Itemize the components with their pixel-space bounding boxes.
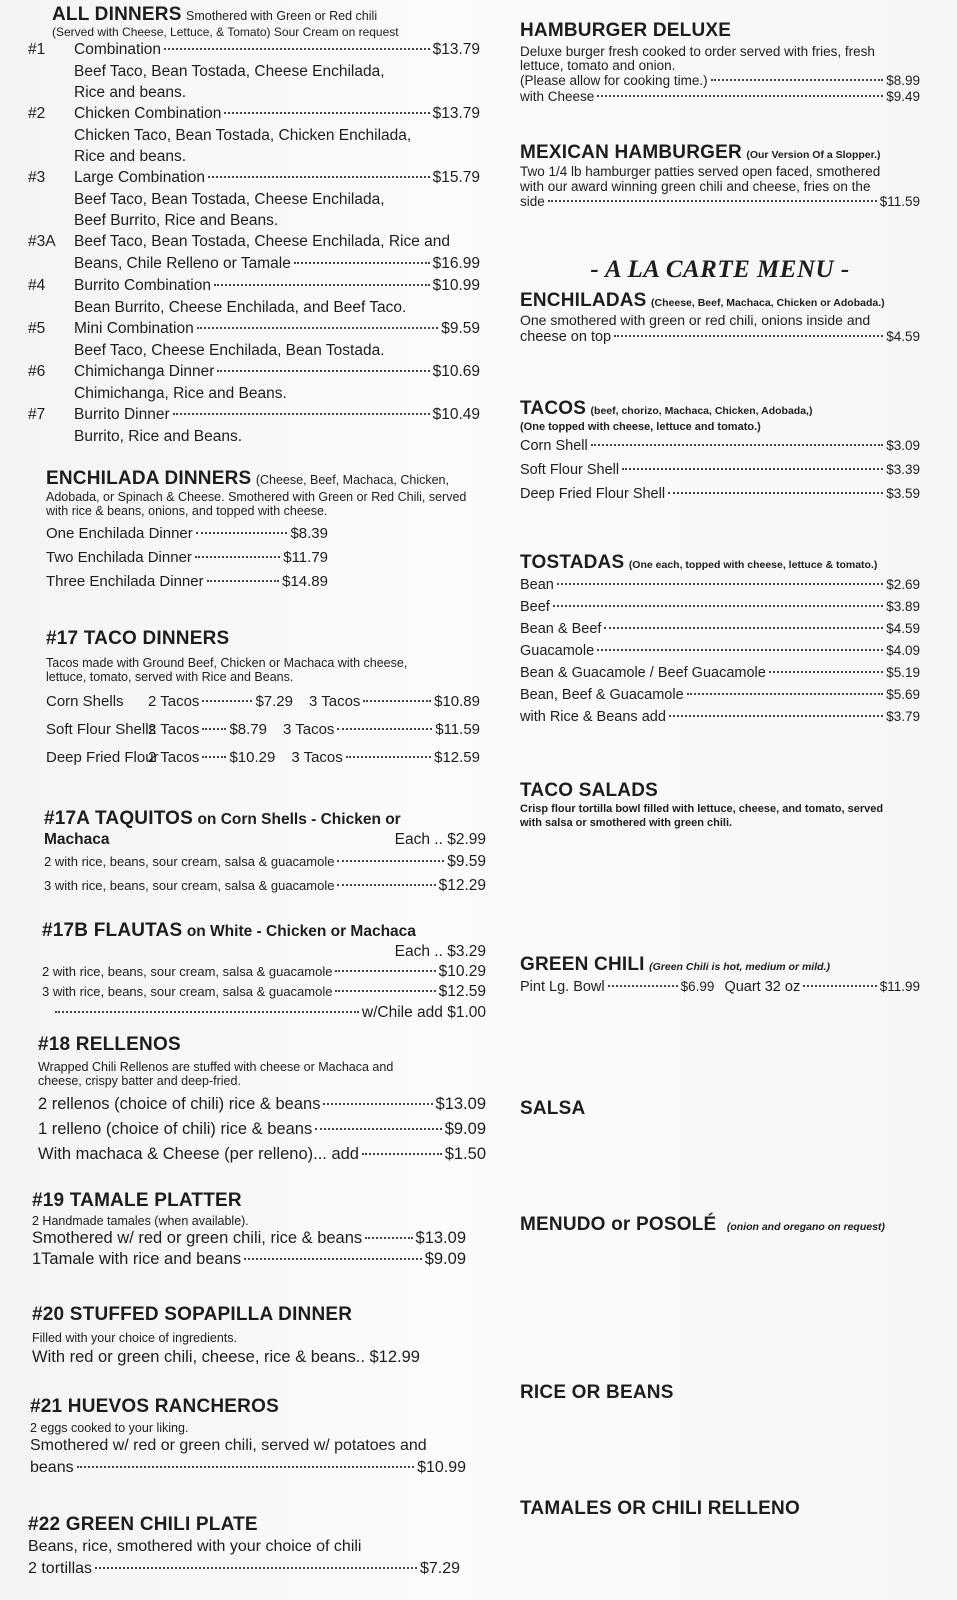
menu-item bbox=[520, 618, 920, 640]
menu-item-price: $8.39 bbox=[290, 525, 328, 542]
tostadas-title: TOSTADAS bbox=[520, 552, 625, 573]
leader-dots bbox=[346, 756, 431, 758]
taco-dinner-row bbox=[46, 688, 480, 716]
green-chili-quart-price: $11.99 bbox=[879, 979, 920, 994]
menu-item bbox=[520, 662, 920, 684]
dinner-price: $16.99 bbox=[432, 255, 480, 272]
flautas-title: #17B FLAUTAS bbox=[42, 920, 183, 941]
hamburger-deluxe-dots2 bbox=[597, 95, 883, 97]
menu-item bbox=[32, 1249, 466, 1270]
sopapilla-desc: Filled with your choice of ingredients. bbox=[32, 1331, 237, 1345]
huevos-price: $10.99 bbox=[417, 1459, 466, 1476]
tamales-title: TAMALES OR CHILI RELLENO bbox=[520, 1498, 800, 1519]
tamale-platter-section bbox=[32, 1190, 466, 1270]
enchiladas-dots bbox=[614, 335, 883, 337]
mexican-hamburger-price: $11.59 bbox=[879, 194, 920, 209]
enchiladas-title: ENCHILADAS bbox=[520, 290, 647, 311]
leader-dots bbox=[362, 1153, 442, 1155]
taco-dinners-desc2: lettuce, tomato, served with Rice and Beans. bbox=[46, 670, 294, 684]
taco-two-price: $10.29 bbox=[229, 749, 276, 766]
rellenos-desc1: Wrapped Chili Rellenos are stuffed with cheese or Machaca and bbox=[38, 1060, 394, 1074]
menu-item-name: 1Tamale with rice and beans bbox=[32, 1250, 242, 1268]
all-dinners-section bbox=[28, 4, 480, 447]
menu-item-price: $4.59 bbox=[886, 621, 920, 636]
hamburger-deluxe-desc1: Deluxe burger fresh cooked to order served with fries, fresh bbox=[520, 44, 875, 59]
taco-shell-name: Soft Flour Shells bbox=[46, 721, 157, 738]
hamburger-deluxe-desc2: lettuce, tomato and onion. bbox=[520, 58, 676, 73]
huevos-name: beans bbox=[30, 1459, 74, 1476]
hamburger-deluxe-title: HAMBURGER DELUXE bbox=[520, 20, 732, 41]
taco-two-label: 2 Tacos bbox=[148, 693, 200, 710]
leader-dots bbox=[553, 605, 883, 607]
menudo-section bbox=[520, 1214, 920, 1236]
dinner-name: Burrito Combination bbox=[74, 277, 211, 294]
leader-dots bbox=[668, 492, 883, 494]
menu-item-name: Bean bbox=[520, 577, 554, 593]
taquitos-section bbox=[44, 808, 486, 898]
dinner-desc: Beef Taco, Cheese Enchilada, Bean Tostada. bbox=[74, 342, 385, 359]
green-chili-quart: Quart 32 oz bbox=[724, 979, 801, 995]
taquitos-title: #17A TAQUITOS bbox=[44, 808, 194, 829]
enchilada-dinners-title: ENCHILADA DINNERS bbox=[46, 468, 252, 489]
enchilada-dinners-desc2: with rice & beans, onions, and topped with cheese. bbox=[46, 504, 328, 518]
mexican-hamburger-note: (Our Version Of a Slopper.) bbox=[746, 149, 881, 161]
menu-item bbox=[44, 874, 486, 898]
menu-item-price: $12.59 bbox=[438, 983, 486, 1000]
sopapilla-item: With red or green chili, cheese, rice & beans.. $12.99 bbox=[32, 1348, 420, 1366]
menu-item bbox=[42, 962, 486, 982]
taco-three-label: 3 Tacos bbox=[291, 749, 343, 766]
taco-dinner-row bbox=[46, 744, 480, 772]
hamburger-deluxe-with-cheese: with Cheese bbox=[520, 89, 595, 104]
tacos-list bbox=[520, 434, 920, 506]
menu-item bbox=[520, 434, 920, 458]
menu-item-price: $10.29 bbox=[438, 963, 486, 980]
tamales-section bbox=[520, 1498, 920, 1520]
menu-item-price: $3.09 bbox=[886, 438, 920, 453]
dinner-item bbox=[28, 167, 480, 189]
leader-dots bbox=[224, 112, 429, 114]
menu-item-name: Bean & Beef bbox=[520, 621, 602, 637]
tamale-platter-list bbox=[32, 1228, 466, 1270]
green-chili-plate-price: $7.29 bbox=[419, 1560, 460, 1577]
menu-item bbox=[520, 640, 920, 662]
mexican-hamburger-section bbox=[520, 142, 920, 210]
dinner-name: Chicken Combination bbox=[74, 105, 222, 122]
menu-item-name: Beef bbox=[520, 599, 550, 615]
taco-salads-desc2: with salsa or smothered with green chili. bbox=[520, 817, 733, 829]
rice-beans-section bbox=[520, 1382, 920, 1408]
taco-dinner-row bbox=[46, 716, 480, 744]
dinner-item bbox=[28, 253, 480, 275]
dinner-name: Beef Taco, Bean Tostada, Cheese Enchilada, Rice and bbox=[74, 233, 450, 250]
salsa-section bbox=[520, 1098, 920, 1124]
menu-item bbox=[38, 1117, 486, 1142]
taquitos-subtitle: on Corn Shells - Chicken or bbox=[197, 811, 401, 828]
green-chili-pint-price: $6.99 bbox=[680, 979, 715, 994]
taco-three-price: $12.59 bbox=[434, 749, 480, 766]
menu-item-name: with Rice & Beans add bbox=[520, 709, 666, 725]
leader-dots bbox=[207, 580, 280, 582]
menu-item-name: Guacamole bbox=[520, 643, 595, 659]
menu-item-name: 3 with rice, beans, sour cream, salsa & guacamole bbox=[42, 984, 333, 999]
menu-item bbox=[46, 570, 328, 594]
leader-dots bbox=[769, 671, 883, 673]
taco-three-price: $11.59 bbox=[435, 721, 480, 738]
dinner-price: $10.69 bbox=[432, 363, 480, 380]
dinner-item bbox=[28, 103, 480, 125]
leader-dots bbox=[244, 1258, 422, 1260]
taco-two-price: $7.29 bbox=[255, 693, 293, 710]
menu-item-price: $13.09 bbox=[435, 1095, 486, 1113]
enchilada-dinners-section bbox=[46, 468, 480, 594]
dinner-name: Combination bbox=[74, 41, 162, 58]
dinner-item bbox=[28, 275, 480, 297]
rellenos-list bbox=[38, 1092, 486, 1167]
dinner-desc: Burrito, Rice and Beans. bbox=[74, 428, 243, 445]
hamburger-deluxe-dots1 bbox=[711, 79, 884, 81]
leader-dots bbox=[323, 1103, 432, 1105]
menu-item-price: $12.29 bbox=[438, 877, 486, 894]
mexican-hamburger-name: side bbox=[520, 194, 545, 209]
dinner-price: $10.49 bbox=[432, 406, 480, 423]
menu-item-name: Deep Fried Flour Shell bbox=[520, 486, 666, 502]
dinner-name: Burrito Dinner bbox=[74, 406, 170, 423]
huevos-line1: Smothered w/ red or green chili, served w/ potatoes and bbox=[30, 1437, 427, 1454]
huevos-dots bbox=[77, 1466, 414, 1468]
taco-dinners-list bbox=[46, 688, 480, 772]
dinner-name: Large Combination bbox=[74, 169, 205, 186]
taco-three-price: $10.89 bbox=[434, 693, 480, 710]
menu-item bbox=[520, 706, 920, 728]
taco-three-label: 3 Tacos bbox=[308, 693, 361, 710]
leader-dots bbox=[202, 728, 226, 730]
flautas-section bbox=[42, 920, 486, 1024]
flautas-each: Each .. $3.29 bbox=[394, 943, 486, 960]
leader-dots bbox=[217, 370, 429, 372]
enchilada-dinners-list bbox=[46, 522, 328, 594]
sopapilla-title: #20 STUFFED SOPAPILLA DINNER bbox=[32, 1304, 353, 1325]
menu-item-price: $2.69 bbox=[886, 577, 920, 592]
green-chili-quart-dots bbox=[803, 985, 877, 987]
taco-salads-desc1: Crisp flour tortilla bowl filled with lettuce, cheese, and tomato, served bbox=[520, 803, 884, 815]
leader-dots bbox=[335, 990, 435, 992]
taco-two-label: 2 Tacos bbox=[148, 721, 200, 738]
tostadas-list bbox=[520, 574, 920, 728]
menu-item-name: One Enchilada Dinner bbox=[46, 525, 193, 542]
leader-dots bbox=[591, 444, 884, 446]
tacos-note: (beef, chorizo, Machaca, Chicken, Adobada,) bbox=[590, 405, 813, 417]
hamburger-deluxe-price1: $8.99 bbox=[886, 73, 920, 88]
menu-item-price: $14.89 bbox=[282, 573, 328, 590]
menu-item-price: $3.39 bbox=[886, 462, 920, 477]
menu-item-price: $9.59 bbox=[447, 853, 486, 870]
menu-item bbox=[46, 546, 328, 570]
menu-item-name: With machaca & Cheese (per relleno)... add bbox=[38, 1145, 359, 1163]
tacos-title: TACOS bbox=[520, 398, 587, 419]
mexican-hamburger-desc1: Two 1/4 lb hamburger patties served open faced, smothered bbox=[520, 164, 881, 179]
flautas-addon: w/Chile add $1.00 bbox=[361, 1004, 486, 1021]
leader-dots bbox=[335, 970, 435, 972]
green-chili-section bbox=[520, 954, 920, 998]
leader-dots bbox=[202, 700, 252, 702]
leader-dots bbox=[196, 532, 288, 534]
sopapilla-section bbox=[32, 1304, 480, 1369]
dinner-number: #2 bbox=[28, 105, 46, 122]
tamale-platter-title: #19 TAMALE PLATTER bbox=[32, 1190, 242, 1211]
taquitos-each: Each .. $2.99 bbox=[394, 831, 486, 848]
leader-dots bbox=[214, 284, 430, 286]
enchiladas-name: cheese on top bbox=[520, 329, 612, 345]
dinner-desc: Rice and beans. bbox=[74, 84, 187, 101]
menu-item-name: 2 with rice, beans, sour cream, salsa & guacamole bbox=[42, 964, 333, 979]
dinner-item bbox=[28, 39, 480, 61]
leader-dots bbox=[363, 700, 431, 702]
taco-shell-name: Corn Shells bbox=[46, 693, 124, 710]
menu-item-price: $3.79 bbox=[886, 709, 920, 724]
leader-dots bbox=[687, 693, 884, 695]
dinner-number: #5 bbox=[28, 320, 46, 337]
enchiladas-price: $4.59 bbox=[886, 329, 920, 344]
tamale-platter-desc: 2 Handmade tamales (when available). bbox=[32, 1214, 249, 1228]
leader-dots bbox=[669, 715, 883, 717]
taco-two-price: $8.79 bbox=[229, 721, 267, 738]
dinner-name: Mini Combination bbox=[74, 320, 194, 337]
mexican-hamburger-desc2: with our award winning green chili and cheese, fries on the bbox=[520, 179, 871, 194]
dinner-item bbox=[28, 318, 480, 340]
leader-dots bbox=[337, 728, 432, 730]
dinner-desc: Beef Taco, Bean Tostada, Cheese Enchilada, bbox=[74, 191, 385, 208]
huevos-desc: 2 eggs cooked to your liking. bbox=[30, 1421, 189, 1435]
tostadas-note: (One each, topped with cheese, lettuce & tomato.) bbox=[628, 559, 878, 571]
menu-item-price: $9.09 bbox=[424, 1250, 466, 1268]
dinner-price: $13.79 bbox=[432, 41, 480, 58]
flautas-addon-dots bbox=[55, 1011, 359, 1013]
enchiladas-note: (Cheese, Beef, Machaca, Chicken or Adobada.) bbox=[651, 297, 885, 309]
a-la-carte-title: - A LA CARTE MENU - bbox=[590, 256, 850, 283]
leader-dots bbox=[557, 583, 883, 585]
leader-dots bbox=[195, 556, 280, 558]
leader-dots bbox=[202, 756, 226, 758]
dinner-desc: Chimichanga, Rice and Beans. bbox=[74, 385, 287, 402]
dinner-number: #3 bbox=[28, 169, 46, 186]
menu-item-name: 3 with rice, beans, sour cream, salsa & guacamole bbox=[44, 878, 335, 893]
dinner-number: #6 bbox=[28, 363, 46, 380]
enchiladas-section bbox=[520, 290, 920, 346]
dinner-price: $9.59 bbox=[441, 320, 480, 337]
menu-item-name: Soft Flour Shell bbox=[520, 462, 620, 478]
menu-item bbox=[46, 522, 328, 546]
taco-shell-name: Deep Fried Flour bbox=[46, 749, 159, 766]
menu-item bbox=[42, 982, 486, 1002]
menu-item-price: $11.79 bbox=[283, 549, 328, 566]
menu-item bbox=[38, 1142, 486, 1167]
menu-item-price: $9.09 bbox=[444, 1120, 486, 1138]
menu-item-price: $3.59 bbox=[886, 486, 920, 501]
green-chili-plate-name: 2 tortillas bbox=[28, 1560, 93, 1577]
menu-item bbox=[520, 482, 920, 506]
menu-item-price: $1.50 bbox=[444, 1145, 486, 1163]
leader-dots bbox=[315, 1128, 441, 1130]
menu-item-name: 2 rellenos (choice of chili) rice & beans bbox=[38, 1095, 321, 1113]
menu-item-name: Corn Shell bbox=[520, 438, 588, 454]
dinner-number: #1 bbox=[28, 41, 46, 58]
green-chili-plate-title: #22 GREEN CHILI PLATE bbox=[28, 1514, 258, 1535]
menu-item bbox=[38, 1092, 486, 1117]
menu-item-price: $3.89 bbox=[886, 599, 920, 614]
taco-dinners-desc1: Tacos made with Ground Beef, Chicken or Machaca with cheese, bbox=[46, 656, 408, 670]
enchilada-dinners-desc1: Adobada, or Spinach & Cheese. Smothered with Green or Red Chili, served bbox=[46, 490, 467, 504]
all-dinners-subnote: (Served with Cheese, Lettuce, & Tomato) Sour Cream on request bbox=[52, 25, 399, 39]
menu-item bbox=[520, 574, 920, 596]
dinner-number: #4 bbox=[28, 277, 46, 294]
enchilada-dinners-note: (Cheese, Beef, Machaca, Chicken, bbox=[255, 473, 449, 487]
taquitos-line2: Machaca bbox=[44, 831, 110, 848]
dinner-desc: Chicken Taco, Bean Tostada, Chicken Enchilada, bbox=[74, 127, 412, 144]
leader-dots bbox=[337, 884, 435, 886]
all-dinners-title: ALL DINNERS bbox=[52, 4, 182, 25]
taco-three-label: 3 Tacos bbox=[282, 721, 335, 738]
enchiladas-desc: One smothered with green or red chili, onions inside and bbox=[520, 312, 871, 328]
leader-dots bbox=[197, 327, 438, 329]
rellenos-section bbox=[38, 1034, 486, 1167]
green-chili-pint: Pint Lg. Bowl bbox=[520, 979, 605, 995]
green-chili-plate-line1: Beans, rice, smothered with your choice of chili bbox=[28, 1538, 362, 1555]
mexican-hamburger-title: MEXICAN HAMBURGER bbox=[520, 142, 742, 163]
rice-beans-title: RICE OR BEANS bbox=[520, 1382, 674, 1403]
dinner-name: Beans, Chile Relleno or Tamale bbox=[74, 255, 291, 272]
mexican-hamburger-dots bbox=[548, 200, 877, 202]
menudo-title: MENUDO or POSOLÉ bbox=[520, 1214, 717, 1235]
menu-item-price: $13.09 bbox=[415, 1229, 466, 1247]
tacos-section bbox=[520, 398, 920, 506]
huevos-section bbox=[30, 1396, 466, 1479]
dinner-desc: Beef Burrito, Rice and Beans. bbox=[74, 212, 279, 229]
leader-dots bbox=[337, 860, 444, 862]
leader-dots bbox=[164, 48, 430, 50]
menu-item bbox=[520, 458, 920, 482]
dinner-item bbox=[28, 404, 480, 426]
leader-dots bbox=[365, 1237, 412, 1239]
menu-item bbox=[520, 684, 920, 706]
rellenos-title: #18 RELLENOS bbox=[38, 1034, 181, 1055]
dinner-name: Chimichanga Dinner bbox=[74, 363, 215, 380]
menu-item-name: Two Enchilada Dinner bbox=[46, 549, 192, 566]
leader-dots bbox=[604, 627, 883, 629]
flautas-list bbox=[42, 962, 486, 1002]
menu-item-name: Bean, Beef & Guacamole bbox=[520, 687, 684, 703]
leader-dots bbox=[294, 262, 430, 264]
salsa-title: SALSA bbox=[520, 1098, 586, 1119]
leader-dots bbox=[597, 649, 883, 651]
dinner-number: #7 bbox=[28, 406, 46, 423]
dinner-desc: Rice and beans. bbox=[74, 148, 187, 165]
leader-dots bbox=[208, 176, 430, 178]
dinner-price: $13.79 bbox=[432, 105, 480, 122]
leader-dots bbox=[173, 413, 430, 415]
menu-item bbox=[32, 1228, 466, 1249]
menu-item-name: Bean & Guacamole / Beef Guacamole bbox=[520, 665, 766, 681]
dinner-number: #3A bbox=[28, 233, 56, 250]
flautas-subtitle: on White - Chicken or Machaca bbox=[186, 923, 416, 940]
menu-item bbox=[520, 596, 920, 618]
menu-item-name: Three Enchilada Dinner bbox=[46, 573, 204, 590]
taquitos-list bbox=[44, 850, 486, 898]
taco-two-label: 2 Tacos bbox=[148, 749, 200, 766]
menu-item-name: 1 relleno (choice of chili) rice & beans bbox=[38, 1120, 313, 1138]
dinner-price: $15.79 bbox=[432, 169, 480, 186]
hamburger-deluxe-price2: $9.49 bbox=[886, 89, 920, 104]
green-chili-note: (Green Chili is hot, medium or mild.) bbox=[649, 961, 830, 973]
menu-item-name: 2 with rice, beans, sour cream, salsa & guacamole bbox=[44, 854, 335, 869]
taco-dinners-section bbox=[46, 628, 480, 772]
hamburger-deluxe-section bbox=[520, 20, 920, 105]
dinner-price: $10.99 bbox=[432, 277, 480, 294]
hamburger-deluxe-desc3: (Please allow for cooking time.) bbox=[520, 73, 708, 88]
tostadas-section bbox=[520, 552, 920, 728]
green-chili-plate-section bbox=[28, 1514, 460, 1580]
huevos-title: #21 HUEVOS RANCHEROS bbox=[30, 1396, 279, 1417]
menu-item-price: $5.19 bbox=[886, 665, 920, 680]
menu-item-name: Smothered w/ red or green chili, rice & beans bbox=[32, 1229, 363, 1247]
menu-item-price: $5.69 bbox=[886, 687, 920, 702]
all-dinners-list bbox=[28, 39, 480, 447]
tacos-desc: (One topped with cheese, lettuce and tomato.) bbox=[520, 421, 761, 433]
menudo-note: (onion and oregano on request) bbox=[726, 1221, 885, 1233]
green-chili-plate-dots bbox=[95, 1567, 417, 1569]
menu-item-price: $4.09 bbox=[886, 643, 920, 658]
taco-dinners-title: #17 TACO DINNERS bbox=[46, 628, 230, 649]
green-chili-pint-dots bbox=[608, 985, 678, 987]
leader-dots bbox=[622, 468, 883, 470]
green-chili-title: GREEN CHILI bbox=[520, 954, 645, 975]
dinner-item bbox=[28, 361, 480, 383]
dinner-desc: Beef Taco, Bean Tostada, Cheese Enchilada, bbox=[74, 63, 385, 80]
all-dinners-note: Smothered with Green or Red chili bbox=[186, 9, 378, 23]
dinner-item bbox=[28, 231, 480, 253]
rellenos-desc2: cheese, crispy batter and deep-fried. bbox=[38, 1074, 241, 1088]
taco-salads-section bbox=[520, 780, 920, 833]
dinner-desc: Bean Burrito, Cheese Enchilada, and Beef Taco. bbox=[74, 299, 407, 316]
taco-salads-title: TACO SALADS bbox=[520, 780, 659, 801]
menu-item bbox=[44, 850, 486, 874]
